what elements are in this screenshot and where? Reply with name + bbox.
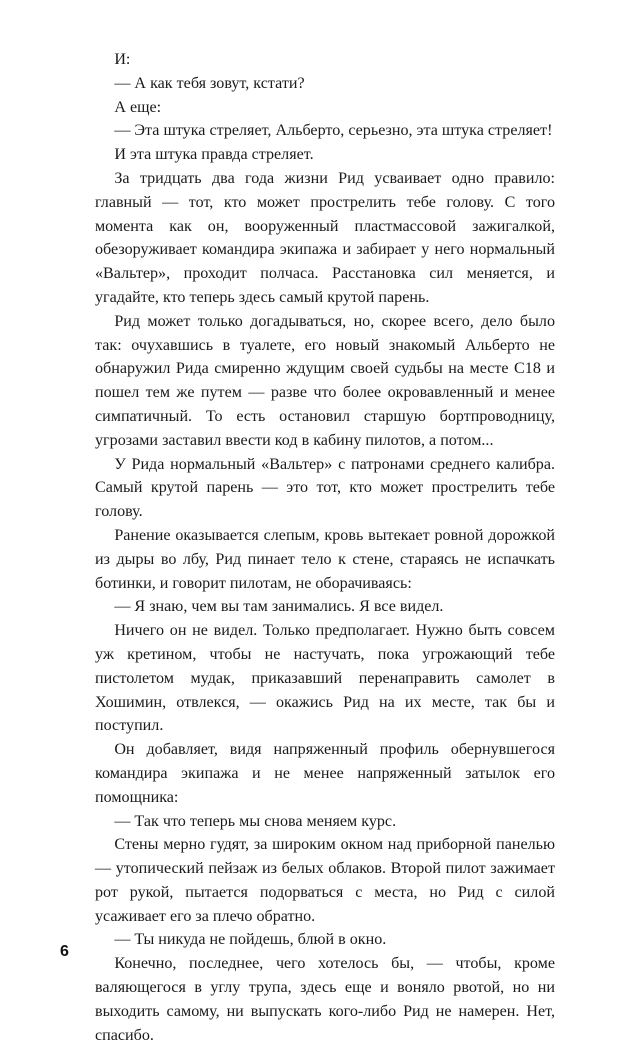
paragraph-4: — Эта штука стреляет, Альберто, серьезно, эта штука стреляет! xyxy=(114,122,553,140)
paragraph-16: Конечно, последнее, чего хотелось бы, — чтобы, кроме валяющегося в углу трупа, здесь еще и воняло рвотой, но ни выходить самому, ни выпускать кого-либо Рид не намерен. Нет, спасибо. xyxy=(95,955,555,1044)
page-number: 6 xyxy=(60,943,69,960)
paragraph-2: — А как тебя зовут, кстати? xyxy=(114,74,305,92)
paragraph-10: — Я знаю, чем вы там занимались. Я все видел. xyxy=(114,598,444,616)
paragraph-11: Ничего он не видел. Только предполагает. Нужно быть совсем уж кретином, чтобы не настучать, пока угрожающий тебе пистолетом мудак, приказавший перенаправить самолет в Хошимин, отвлекся, — окажись Рид на их месте, так бы и поступил. xyxy=(95,622,555,735)
paragraph-6: За тридцать два года жизни Рид усваивает одно правило: главный — тот, кто может прострелить тебе голову. С того момента как он, вооруженный пластмассовой зажигалкой, обезоруживает командира экипажа и забирает у него нормальный «Вальтер», проходит полчаса. Расстановка сил меняется, и угадайте, кто теперь здесь самый крутой парень. xyxy=(95,169,555,306)
paragraph-3: А еще: xyxy=(114,98,162,116)
paragraph-14: Стены мерно гудят, за широким окном над приборной панелью — утопический пейзаж из белых облаков. Второй пилот зажимает рот рукой, пытается подорваться с места, но Рид с силой усаживает его за плечо обратно. xyxy=(95,836,555,925)
book-page-text xyxy=(95,48,555,1047)
paragraph-7: Рид может только догадываться, но, скорее всего, дело было так: очухавшись в туалете, его новый знакомый Альберто не обнаружил Рида смиренно ждущим своей судьбы на месте С18 и пошел тем же путем — разве что более окровавленный и менее симпатичный. То есть остановил старшую бортпроводницу, угрозами заставил ввести код в кабину пилотов, а потом... xyxy=(95,312,555,449)
paragraph-12: Он добавляет, видя напряженный профиль обернувшегося командира экипажа и не менее напряженный затылок его помощника: xyxy=(95,741,555,806)
paragraph-9: Ранение оказывается слепым, кровь вытекает ровной дорожкой из дыры во лбу, Рид пинает тело к стене, стараясь не испачкать ботинки, и говорит пилотам, не оборачиваясь: xyxy=(95,526,555,592)
paragraph-8: У Рида нормальный «Вальтер» с патронами среднего калибра. Самый крутой парень — это тот, кто может прострелить тебе голову. xyxy=(95,455,555,521)
paragraph-15: — Ты никуда не пойдешь, блюй в окно. xyxy=(114,931,387,949)
paragraph-5: И эта штука правда стреляет. xyxy=(114,146,314,164)
paragraph-13: — Так что теперь мы снова меняем курс. xyxy=(114,812,397,830)
paragraph-1: И: xyxy=(114,51,131,68)
